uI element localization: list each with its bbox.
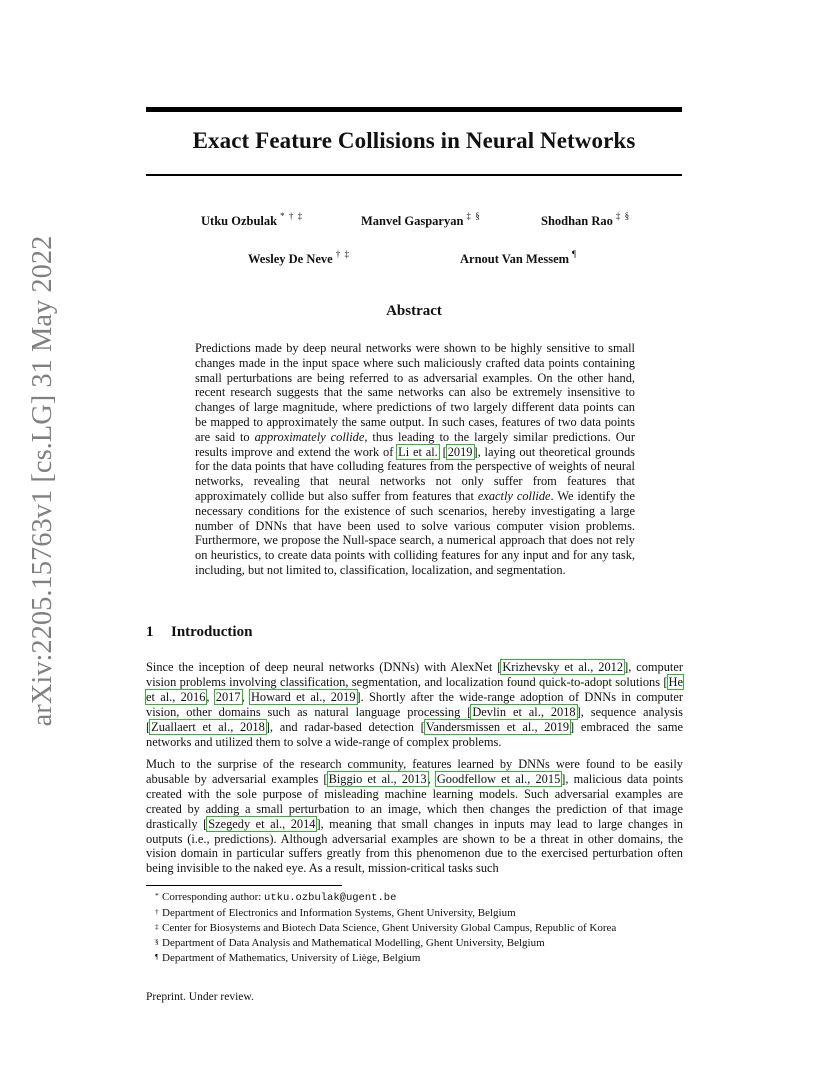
citation-link[interactable]: Zuallaert et al., 2018 (151, 719, 265, 734)
citation-link[interactable]: Devlin et al., 2018 (472, 704, 576, 719)
footnote-rule (146, 885, 342, 886)
citation-link[interactable]: 2017 (215, 689, 241, 704)
citation-link[interactable]: Goodfellow et al., 2015 (436, 771, 561, 786)
author-name: Manvel Gasparyan (361, 214, 464, 229)
author-5 (460, 250, 577, 267)
citation-link[interactable]: He et al., 2016 (146, 674, 683, 704)
footnotes (155, 890, 682, 966)
footnote: † Department of Electronics and Information Systems, Ghent University, Belgium (155, 907, 516, 919)
section-title: Introduction (171, 624, 253, 640)
author-name: Wesley De Neve (248, 252, 333, 267)
author-1 (201, 212, 303, 229)
author-4 (248, 250, 350, 267)
author-name: Utku Ozbulak (201, 214, 278, 229)
affiliation-marks: ¶ (572, 249, 578, 259)
author-name: Arnout Van Messem (460, 252, 570, 267)
abstract-heading: Abstract (386, 303, 442, 319)
paper-title: Exact Feature Collisions in Neural Networks (192, 128, 636, 153)
author-email[interactable]: utku.ozbulak@ugent.be (264, 892, 397, 904)
footnote: ‡ Center for Biosystems and Biotech Data Science, Ghent University Global Campus, Republic of Korea (155, 922, 617, 934)
footnote: ¶ Department of Mathematics, University of Liège, Belgium (155, 952, 421, 964)
citation-link[interactable]: 2019 (447, 444, 473, 459)
section-heading (146, 624, 252, 641)
intro-paragraph-2: Much to the surprise of the research community, features learned by DNNs were found to be easily abusable by adversarial examples [Biggio et al., 2013, Goodfellow et al., 2015], malicious data points created with the sole purpose of misleading machine learning models. Such adversarial examples are created by adding a small perturbation to an image, which then changes the prediction of that image drastically [Szegedy et al., 2014], meaning that small changes in inputs may lead to large changes in outputs (i.e., predictions). Although adversarial examples are shown to be a threat in other domains, the vision domain in particular suffers greatly from this phenomenon due to the exercised perturbation often being invisible to the naked eye. As a result, mission-critical tasks such (146, 757, 684, 876)
affiliation-marks: ‡ § (615, 211, 631, 221)
affiliation-marks: * † ‡ (280, 211, 304, 221)
title-rule (146, 174, 682, 176)
citation-link[interactable]: Szegedy et al., 2014 (208, 816, 316, 831)
citation-link[interactable]: Vandersmissen et al., 2019 (425, 719, 570, 734)
affiliation-marks: ‡ § (466, 211, 481, 221)
footnote: § Department of Data Analysis and Mathematical Modelling, Ghent University, Belgium (155, 937, 545, 949)
top-rule (146, 107, 682, 112)
footnote: * Corresponding author: utku.ozbulak@ugent.be (155, 891, 397, 904)
citation-link[interactable]: Biggio et al., 2013 (328, 771, 427, 786)
intro-paragraph-1: Since the inception of deep neural networks (DNNs) with AlexNet [Krizhevsky et al., 2012], computer vision problems involving classification, segmentation, and localization found quick-to-adopt solutions [He et al., 2016, 2017, Howard et al., 2019]. Shortly after the wide-range adoption of DNNs in computer vision, other domains such as natural language processing [Devlin et al., 2018], sequence analysis [Zuallaert et al., 2018], and radar-based detection [Vandersmissen et al., 2019] embraced the same networks and utilized them to solve a wide-range of complex problems. (146, 660, 684, 749)
citation-link[interactable]: Howard et al., 2019 (250, 689, 356, 704)
section-number: 1 (146, 624, 154, 640)
affiliation-marks: † ‡ (335, 249, 350, 259)
citation-link[interactable]: Krizhevsky et al., 2012 (502, 660, 624, 674)
author-2 (361, 212, 481, 229)
citation-link[interactable]: Li et al. (398, 444, 438, 459)
page-footer: Preprint. Under review. (146, 991, 254, 1003)
author-name: Shodhan Rao (541, 214, 613, 229)
abstract-body: Predictions made by deep neural networks were shown to be highly sensitive to small changes made in the input space where such maliciously crafted data points containing small perturbations are being referred to as adversarial examples. On the other hand, recent research suggests that the same networks can also be extremely insensitive to changes of large magnitude, where predictions of two largely different data points can be mapped to approximately the same output. In such cases, features of two data points are said to approximately collide, thus leading to the largely similar predictions. Our results improve and extend the work of Li et al. [2019], laying out theoretical grounds for the data points that have colluding features from the perspective of weights of neural networks, revealing that neural networks not only suffer from features that approximately collide but also suffer from features that exactly collide. We identify the necessary conditions for the existence of such scenarios, hereby investigating a large number of DNNs that have been used to solve various computer vision problems. Furthermore, we propose the Null-space search, a numerical approach that does not rely on heuristics, to create data points with colliding features for any input and for any task, including, but not limited to, classification, localization, and segmentation. (195, 341, 636, 577)
arxiv-identifier[interactable]: arXiv:2205.15763v1 [cs.LG] 31 May 2022 (27, 235, 58, 727)
author-3 (541, 212, 630, 229)
